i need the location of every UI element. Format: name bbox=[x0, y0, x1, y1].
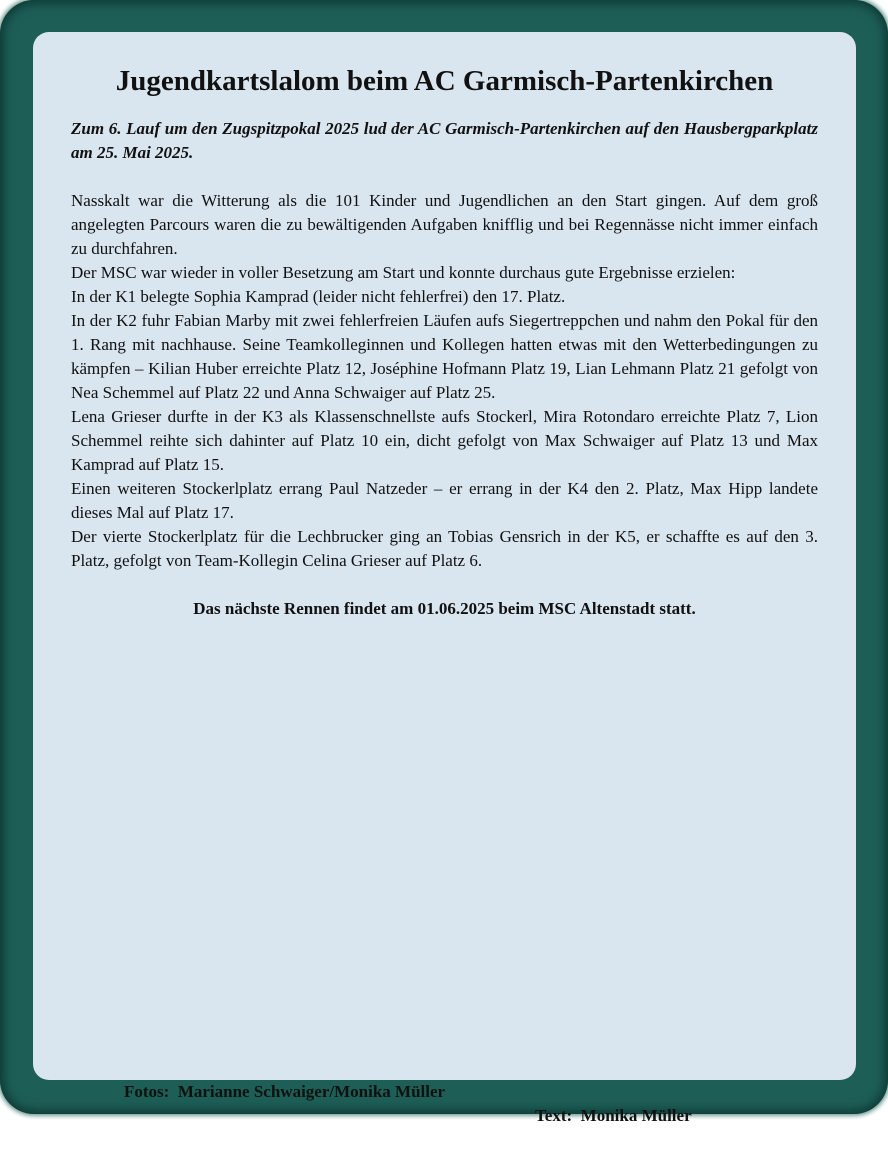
article-intro: Zum 6. Lauf um den Zugspitzpokal 2025 lud der AC Garmisch-Partenkirchen auf den Hausbergparkplatz am 25. Mai 2025. bbox=[71, 119, 818, 162]
paragraph-team: Der MSC war wieder in voller Besetzung am Start und konnte durchaus gute Ergebnisse erzielen: bbox=[71, 263, 736, 282]
article-panel bbox=[33, 32, 856, 1125]
credits bbox=[33, 1056, 856, 1152]
article-title: Jugendkartslalom beim AC Garmisch-Partenkirchen bbox=[115, 65, 774, 97]
article-body bbox=[71, 189, 818, 573]
paragraph-k1: In der K1 belegte Sophia Kamprad (leider nicht fehlerfrei) den 17. Platz. bbox=[71, 287, 566, 306]
text-credit: Text: Monika Müller bbox=[535, 1106, 692, 1125]
paragraph-k2: In der K2 fuhr Fabian Marby mit zwei fehlerfreien Läufen aufs Siegertreppchen und nahm den Pokal für den 1. Rang mit nachhause. Seine Teamkolleginnen und Kollegen hatten etwas mit den Wetterbedingungen zu kämpfen – Kilian Huber erreichte Platz 12, Joséphine Hofmann Platz 19, Lian Lehmann Platz 21 gefolgt von Nea Schemmel auf Platz 22 und Anna Schwaiger auf Platz 25. bbox=[71, 311, 818, 402]
paragraph-k4: Einen weiteren Stockerlplatz errang Paul Natzeder – er errang in der K4 den 2. Platz, Max Hipp landete dieses Mal auf Platz 17. bbox=[71, 479, 818, 522]
photo-credit: Fotos: Marianne Schwaiger/Monika Müller bbox=[124, 1082, 446, 1101]
paragraph-k5: Der vierte Stockerlplatz für die Lechbrucker ging an Tobias Gensrich in der K5, er schaffte es auf den 3. Platz, gefolgt von Team-Kollegin Celina Grieser auf Platz 6. bbox=[71, 527, 818, 570]
paragraph-k3: Lena Grieser durfte in der K3 als Klassenschnellste aufs Stockerl, Mira Rotondaro erreichte Platz 7, Lion Schemmel reihte sich dahinter auf Platz 10 ein, dicht gefolgt von Max Schwaiger auf Platz 13 und Max Kamprad auf Platz 15. bbox=[71, 407, 818, 474]
paragraph-weather: Nasskalt war die Witterung als die 101 Kinder und Jugendlichen an den Start gingen. Auf dem groß angelegten Parcours waren die zu bewältigenden Aufgaben knifflig und bei Regennässe nicht immer einfach zu durchfahren. bbox=[71, 191, 818, 258]
next-race-notice: Das nächste Rennen findet am 01.06.2025 beim MSC Altenstadt statt. bbox=[193, 599, 696, 618]
